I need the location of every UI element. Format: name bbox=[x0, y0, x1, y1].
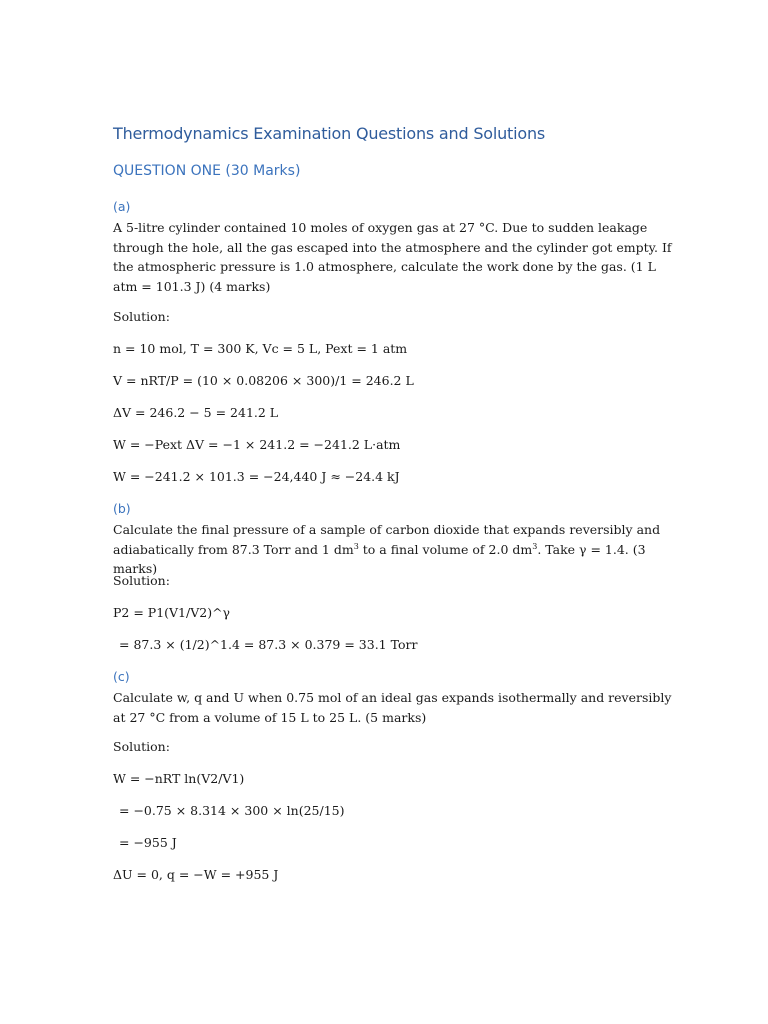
part-c-question: Calculate w, q and U when 0.75 mol of an ideal gas expands isothermally and reversibly at 27 °C from a volume of 15 L to 25 L. (5 marks) bbox=[113, 690, 672, 725]
part-a-step: W = −241.2 × 101.3 = −24,440 J ≈ −24.4 kJ bbox=[113, 469, 400, 484]
part-c-label: (c) bbox=[113, 669, 130, 684]
part-a-step: V = nRT/P = (10 × 0.08206 × 300)/1 = 246.2 L bbox=[113, 373, 414, 388]
part-c-step: W = −nRT ln(V2/V1) bbox=[113, 771, 245, 786]
part-b-step: = 87.3 × (1/2)^1.4 = 87.3 × 0.379 = 33.1 Torr bbox=[119, 637, 418, 652]
part-a-step: ΔV = 246.2 − 5 = 241.2 L bbox=[113, 405, 279, 420]
part-b-label: (b) bbox=[113, 501, 131, 516]
part-b-solution-label: Solution: bbox=[113, 573, 170, 588]
part-a-label: (a) bbox=[113, 199, 131, 214]
part-b-question: Calculate the final pressure of a sample of carbon dioxide that expands reversibly and adiabatically from 87.3 Torr and 1 $dm^3$ to a final volume of 2.0 $dm^3$. Take γ = 1.4. (3 marks) bbox=[113, 522, 661, 576]
document-title: Thermodynamics Examination Questions and Solutions bbox=[113, 124, 546, 143]
part-b-step: P2 = P1(V1/V2)^γ bbox=[113, 605, 231, 620]
part-a-question: A 5-litre cylinder contained 10 moles of oxygen gas at 27 °C. Due to sudden leakage through the hole, all the gas escaped into the atmosphere and the cylinder got empty. If the atmospheric pressure is 1.0 atmosphere, calculate the work done by the gas. (1 L atm = 101.3 J) (4 marks) bbox=[113, 220, 672, 294]
part-a-step: W = −Pext ΔV = −1 × 241.2 = −241.2 L·atm bbox=[113, 437, 401, 452]
part-c-step: ΔU = 0, q = −W = +955 J bbox=[113, 867, 279, 882]
part-c-solution-label: Solution: bbox=[113, 739, 170, 754]
part-c-step: = −0.75 × 8.314 × 300 × ln(25/15) bbox=[119, 803, 345, 818]
question-heading: QUESTION ONE (30 Marks) bbox=[113, 163, 301, 179]
part-a-step: n = 10 mol, T = 300 K, Vc = 5 L, Pext = 1 atm bbox=[113, 341, 408, 356]
part-a-solution-label: Solution: bbox=[113, 309, 170, 324]
part-c-step: = −955 J bbox=[119, 835, 177, 850]
